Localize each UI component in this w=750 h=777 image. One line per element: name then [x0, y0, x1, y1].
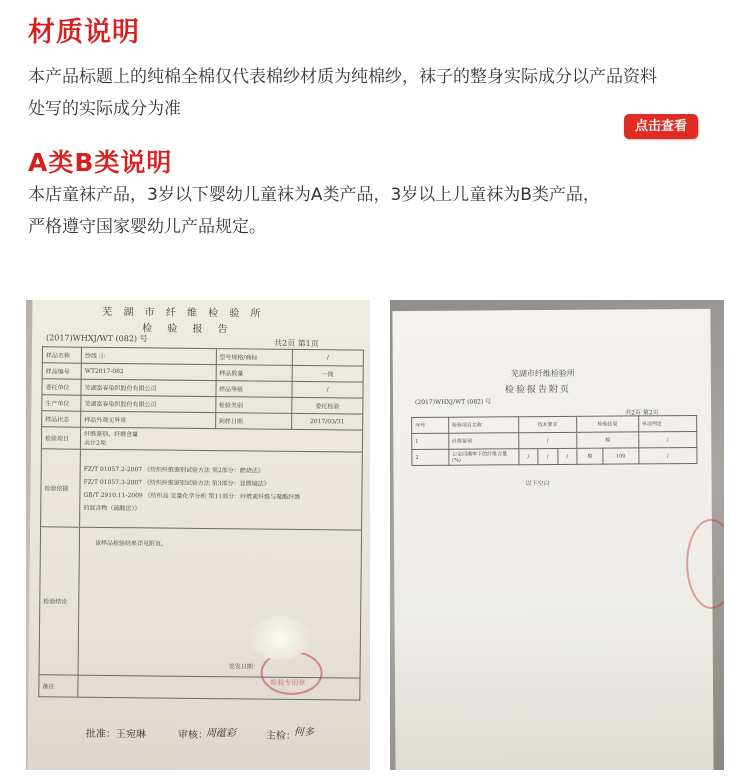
report-number: (2017)WHXJ/WT (082) 号	[46, 333, 148, 344]
material-description	[28, 61, 728, 125]
report-basis: FZ/T 01057.2-2007 《纺织纤维鉴别试验方法 第2部分：燃烧法》	[83, 465, 264, 475]
cell: /	[518, 432, 576, 448]
report-basis: FZ/T 01057.3-2007 《纺织纤维鉴别试验方法 第3部分：显微镜法》	[83, 478, 270, 488]
cell: 棉	[577, 448, 603, 464]
cell: 检验结论	[39, 527, 80, 675]
report-title: 检 验 报 告	[142, 323, 234, 336]
cell: 100	[603, 448, 639, 464]
cell: 检验依据	[41, 449, 81, 527]
cell: 样品状态	[42, 411, 81, 427]
cell: 检验项目	[41, 427, 80, 449]
ab-line-2: 严格遵守国家婴幼儿产品规定。	[28, 217, 266, 237]
cell: 1	[412, 433, 449, 449]
material-line-2: 处写的实际成分为准	[28, 99, 181, 119]
ab-class-description	[28, 179, 728, 243]
table-row	[41, 449, 363, 530]
cell: /	[292, 349, 363, 366]
report-basis: GB/T 2910.11-2009 《纺织品 定量化学分析 第11部分：纤维素纤维与聚酯纤维	[83, 491, 301, 501]
cell: 生产单位	[42, 395, 81, 411]
cell: 技术要求	[518, 416, 576, 432]
cell: 纤维鉴别	[448, 433, 518, 449]
report-conclusion: 该样品检验结果详见附页。	[94, 539, 168, 548]
report-org: 芜 湖 市 纤 维 检 验 所	[102, 306, 265, 320]
cell: WT2017-082	[81, 363, 216, 380]
cell	[78, 527, 361, 678]
table-row	[412, 431, 697, 449]
cell	[80, 427, 362, 452]
cell	[80, 449, 363, 530]
cell: 样品名称	[42, 347, 81, 363]
appendix-org: 芜湖市纤维检验所	[510, 368, 575, 379]
cell: 纱线 ②	[81, 347, 216, 364]
cell: /	[557, 448, 577, 464]
appendix-pages: 共2页 第2页	[625, 409, 659, 417]
material-heading: 材质说明	[28, 17, 140, 48]
report-table	[38, 346, 364, 700]
cell: 序号	[412, 417, 449, 433]
appendix-stamp	[686, 519, 724, 609]
table-row	[39, 527, 362, 678]
sign-approve: 批准：王宛琳	[85, 728, 146, 741]
material-line-1: 本产品标题上的纯棉全棉仅代表棉纱材质为纯棉纱，袜子的整身实际成分以产品资料	[28, 67, 657, 87]
cell: 检验类别	[215, 397, 292, 414]
inspection-report-photo-page-1	[26, 300, 370, 770]
cell: 单项判定	[638, 415, 696, 431]
table-row	[412, 415, 697, 433]
sign-check-label: 主检：	[265, 730, 296, 742]
cell: /	[292, 381, 363, 398]
cell: 芜湖富春染织股份有限公司	[81, 379, 216, 396]
cell: 样品数量	[216, 365, 293, 382]
cell: 检验项目名称	[448, 417, 518, 433]
cell: 检验结果	[577, 416, 639, 432]
ab-class-heading: A类B类说明	[28, 148, 173, 177]
stamp-label: 检验专用章	[270, 678, 306, 688]
ab-line-1: 本店童袜产品，3岁以下婴幼儿童袜为A类产品，3岁以上儿童袜为B类产品，	[28, 185, 600, 205]
cell: 型号规格/商标	[216, 349, 293, 366]
appendix-title: 检验报告附页	[504, 384, 571, 396]
report-pages: 共2页 第1页	[273, 338, 319, 349]
cell: /	[519, 449, 539, 465]
cell: 样品外观无异常	[81, 411, 216, 428]
appendix-table	[411, 415, 697, 466]
appendix-number: (2017)WHXJ/WT (082) 号	[415, 398, 492, 406]
report-issue-date: 签发日期：	[228, 663, 259, 671]
report-basis: 的混合物（硫酸法）》	[83, 504, 141, 512]
cell: 样品等级	[215, 381, 292, 398]
table-row	[412, 447, 697, 465]
report-item: 纤维鉴别、纤维含量	[84, 430, 139, 438]
report-appendix-paper	[392, 309, 713, 770]
view-details-button[interactable]: 点击查看	[624, 114, 698, 139]
cell: 到样日期	[215, 413, 292, 430]
cell: 样品编号	[42, 363, 81, 379]
cell: 2	[412, 449, 449, 465]
inspection-report-photo-page-2	[390, 300, 724, 770]
cell: 委托单位	[42, 379, 81, 395]
cell: /	[538, 448, 558, 464]
sign-review-name: 周蕴彩	[205, 728, 236, 740]
report-paper	[27, 300, 370, 770]
cell: 2017/03/31	[292, 413, 363, 430]
cell: 公定回潮率下的纤维含量 (%)	[449, 449, 519, 465]
cell: 备注	[39, 675, 78, 697]
cell: /	[638, 431, 696, 447]
cell: 委托检验	[292, 397, 363, 414]
sign-check-name: 何多	[293, 726, 314, 739]
cell: /	[638, 447, 696, 463]
appendix-end-note: 以下空白	[525, 480, 550, 488]
report-item: 共计2项	[84, 439, 106, 447]
cell: 棉	[577, 432, 639, 448]
sign-review-label: 审核：	[177, 729, 208, 742]
cell: 一筒	[292, 365, 363, 382]
yarn-sample	[249, 615, 311, 660]
cell: 芜湖富春染织股份有限公司	[81, 395, 216, 412]
